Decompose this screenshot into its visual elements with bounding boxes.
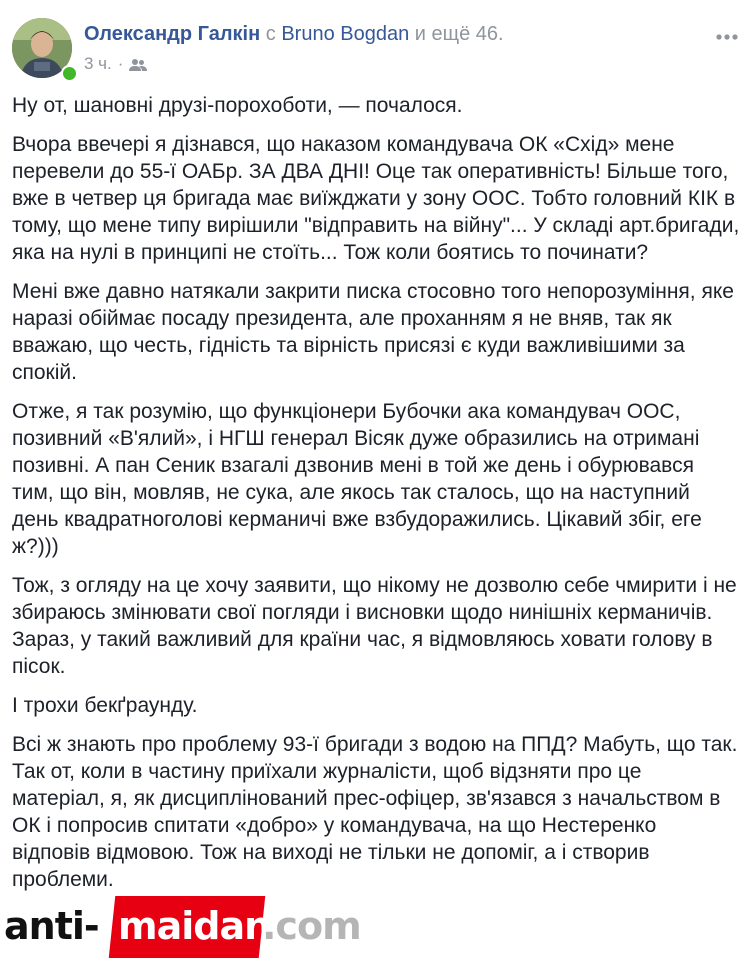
with-label: с — [265, 23, 276, 45]
post-meta — [84, 54, 147, 74]
meta-separator: · — [117, 54, 124, 73]
watermark-text-anti: anti- — [4, 904, 99, 948]
post-paragraph: Отже, я так розумію, що функціонери Бубочки ака командувач ООС, позивний «В'ялий», і НГШ генерал Вісяк дуже образились на отримані позивні. А пан Сеник взагалі дзвонив мені в той же день і обурювався тим, що він, мовляв, не сука, але якось так сталось, що на наступний день квадратноголові керманичі вже взбудоражились. Цікавий збіг, еге ж?))) — [12, 400, 702, 558]
online-status-dot — [61, 65, 78, 82]
post-paragraph: І трохи бекґраунду. — [12, 694, 198, 717]
post-timestamp[interactable]: 3 ч. — [84, 54, 112, 73]
tagged-person-link[interactable]: Bruno Bogdan — [281, 23, 410, 45]
more-options-icon[interactable] — [716, 28, 738, 36]
author-name-link[interactable]: Олександр Галкін — [84, 23, 261, 45]
post-body — [12, 92, 740, 905]
watermark-text-maidan: maidan — [118, 904, 271, 948]
friends-icon[interactable] — [129, 57, 147, 71]
post-paragraph: Всі ж знають про проблему 93-ї бригади з водою на ППД? Мабуть, що так. Так от, коли в частину приїхали журналісти, щоб відзняти про це матеріал, я, як дисциплінований прес-офіцер, зв'язався з начальством в ОК і попросив спитати «добро» у командувача, на що Нестеренко відповів відмовою. Тож на виході не тільки не допоміг, а і створив проблеми. — [12, 733, 738, 891]
post-header — [12, 14, 742, 84]
post-paragraph: Ну от, шановні друзі-порохоботи, — почалося. — [12, 94, 463, 117]
post-paragraph: Мені вже давно натякали закрити писка стосовно того непорозуміння, яке наразі обіймає посаду президента, але проханням я не вняв, так як вважаю, що честь, гідність та вірність присязі є куди важливішими за спокій. — [12, 280, 734, 384]
post-paragraph: Тож, з огляду на це хочу заявити, що нікому не дозволю себе чмирити і не збираюсь змінювати свої погляди і висновки щодо нинішніх керманичів. Зараз, у такий важливий для країни час, я відмовляюсь ховати голову в пісок. — [12, 574, 737, 678]
author-line — [84, 22, 504, 46]
tagged-more-link[interactable]: и ещё 46. — [414, 23, 504, 45]
watermark-logo — [0, 896, 360, 958]
watermark-text-com: .com — [262, 904, 361, 948]
post-paragraph: Вчора ввечері я дізнався, що наказом командувача ОК «Схід» мене перевели до 55-ї ОАБр. ЗА ДВА ДНІ! Оце так оперативність! Більше того, вже в четвер ця бригада має виїжджати у зону ООС. Тобто головний КІК в тому, що мене типу вирішили "відправить на війну"... У складі арт.бригади, яка на нулі в принципі не стоїть... Тож коли боятись то починати? — [12, 133, 740, 264]
